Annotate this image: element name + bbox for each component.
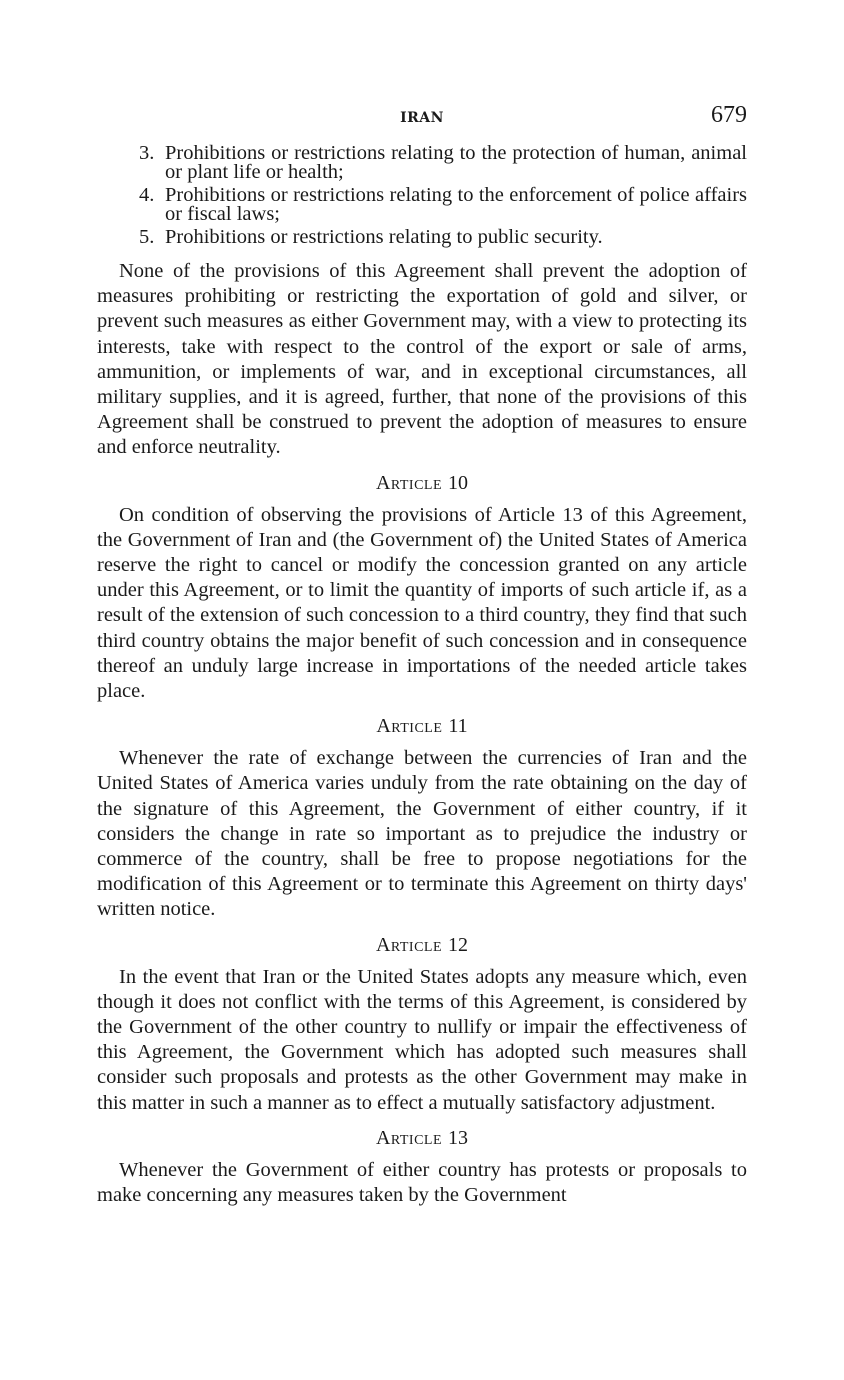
list-item-text: Prohibitions or restrictions relating to the protection of human, animal or plant life or health; [165, 142, 747, 183]
document-page [97, 102, 747, 1208]
list-item [97, 228, 747, 247]
list-item [97, 144, 747, 182]
article-11-text: Whenever the rate of exchange between the currencies of Iran and the United States of America varies unduly from the rate obtaining on the day of the signature of this Agreement, the Government of either country, if it considers the change in rate so important as to prejudice the industry or commerce of the country, shall be free to propose negotiations for the modification of this Agreement or to terminate this Agreement on thirty days' written notice. [97, 747, 747, 921]
article-12-heading [97, 933, 747, 957]
article-13-text: Whenever the Government of either country has protests or proposals to make concerning any measures taken by the Government [97, 1158, 747, 1207]
list-item-number: 4. [139, 184, 155, 206]
article-11-heading [97, 714, 747, 738]
list-item-number: 3. [139, 142, 155, 164]
article-word: Article [375, 471, 443, 494]
article-number: 13 [448, 1126, 469, 1149]
article-number: 10 [448, 471, 469, 494]
running-title: IRAN [400, 110, 444, 126]
paragraph-exceptions: None of the provisions of this Agreement shall prevent the adoption of measures prohibiting or restricting the exportation of gold and silver, or prevent such measures as either Government may, with a view to protecting its interests, take with respect to the control of the export or sale of arms, ammunition, or implements of war, and in exceptional circumstances, all military supplies, and it is agreed, further, that none of the provisions of this Agreement shall be construed to prevent the adoption of measures to ensure and enforce neutrality. [97, 260, 747, 459]
article-13-heading [97, 1126, 747, 1150]
restrictions-list [97, 144, 747, 247]
list-item-number: 5. [139, 226, 155, 248]
article-number: 12 [448, 933, 469, 956]
running-head [97, 102, 747, 136]
list-item [97, 186, 747, 224]
article-number: 11 [448, 715, 468, 738]
list-item-text: Prohibitions or restrictions relating to public security. [165, 226, 603, 248]
page-number: 679 [711, 102, 747, 128]
article-10-heading [97, 471, 747, 495]
article-word: Article [375, 1126, 443, 1149]
article-word: Article [376, 715, 443, 738]
article-10-text: On condition of observing the provisions of Article 13 of this Agreement, the Government of Iran and (the Government of) the United States of America reserve the right to cancel or modify the concession granted on any article under this Agreement, or to limit the quantity of imports of such article if, as a result of the extension of such concession to a third country, they find that such third country obtains the major benefit of such concession and in consequence thereof an unduly large increase in importations of the needed article takes place. [97, 503, 747, 703]
list-item-text: Prohibitions or restrictions relating to the enforcement of police affairs or fiscal laws; [165, 184, 747, 225]
article-12-text: In the event that Iran or the United States adopts any measure which, even though it does not conflict with the terms of this Agreement, is considered by the Government of the other country to nullify or impair the effectiveness of this Agreement, the Government which has adopted such measures shall consider such proposals and protests as the other Government may make in this matter in such a manner as to effect a mutually satisfactory adjustment. [97, 965, 747, 1114]
article-word: Article [375, 933, 443, 956]
